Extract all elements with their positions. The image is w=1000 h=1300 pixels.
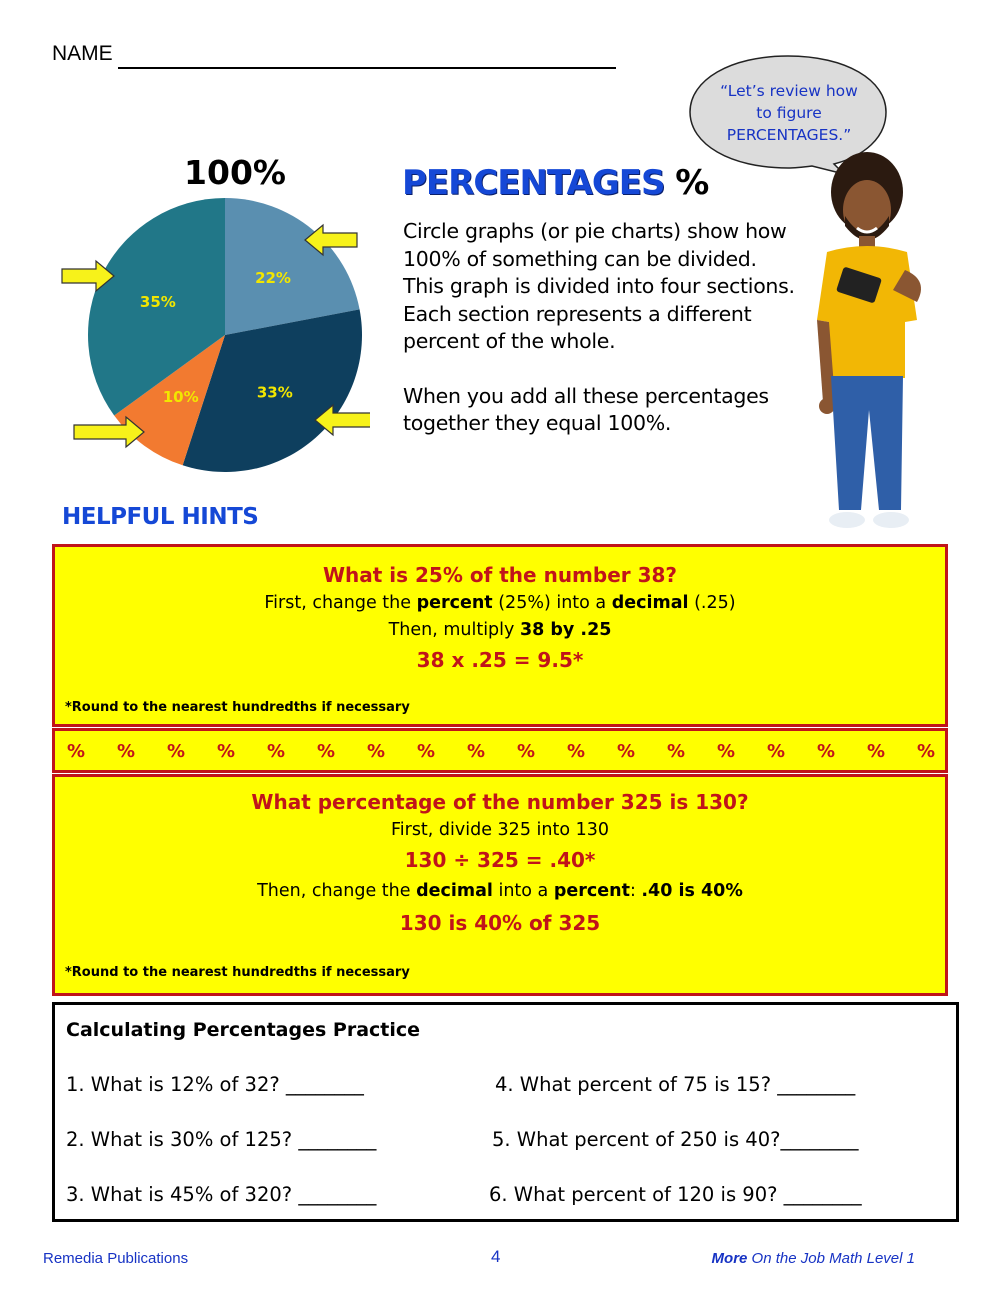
percent-divider-symbol: % <box>217 741 236 762</box>
percent-divider-symbol: % <box>417 741 436 762</box>
name-label: NAME <box>52 42 113 65</box>
percent-divider-row <box>52 728 948 773</box>
percent-divider-symbol: % <box>767 741 786 762</box>
hint-step-2 <box>55 620 945 640</box>
percent-divider-symbol: % <box>467 741 486 762</box>
speech-line-2: to figure <box>756 104 822 122</box>
hint-question-2: What percentage of the number 325 is 130? <box>251 790 749 814</box>
percent-symbol: % <box>675 163 709 203</box>
hint-step-4-bold-b: percent <box>553 881 630 901</box>
hint-box-percent-of-number <box>52 544 948 727</box>
hint-question-1: What is 25% of the number 38? <box>322 563 678 587</box>
pie-slice-label: 10% <box>162 387 199 406</box>
speech-line-3: PERCENTAGES.” <box>726 126 852 144</box>
pie-slice-label: 33% <box>256 383 293 402</box>
practice-question-1[interactable]: 1. What is 12% of 32? ________ <box>66 1073 364 1096</box>
percent-divider-symbol: % <box>267 741 286 762</box>
hint-step-1 <box>55 593 945 613</box>
hint-step-4-text-a: Then, change the <box>257 881 417 901</box>
pie-slice-label: 35% <box>139 292 176 311</box>
page-title <box>402 163 708 203</box>
hint-step-4-text-b: into a <box>492 881 554 901</box>
pie-slice-label: 22% <box>255 268 291 287</box>
hint-answer-2: 130 is 40% of 325 <box>399 911 601 935</box>
page-title-text: PERCENTAGES <box>402 163 665 203</box>
hint-step-4-text-c: : <box>629 881 642 901</box>
percent-divider-symbol: % <box>867 741 886 762</box>
percent-divider-symbol: % <box>667 741 686 762</box>
speech-bubble-text <box>700 80 878 146</box>
practice-box <box>52 1002 959 1222</box>
percent-symbol-row <box>55 731 945 770</box>
percent-divider-symbol: % <box>817 741 836 762</box>
intro-text <box>403 218 803 438</box>
hint-step-2-text: Then, multiply <box>388 620 520 640</box>
hint-step-2-bold: 38 by .25 <box>519 620 612 640</box>
practice-question-6[interactable]: 6. What percent of 120 is 90? ________ <box>489 1183 862 1206</box>
hint-step-4-bold-c: .40 is 40% <box>641 881 743 901</box>
footer-publisher: Remedia Publications <box>43 1250 189 1267</box>
footer-book-title-bold: More <box>711 1250 748 1267</box>
percent-divider-symbol: % <box>567 741 586 762</box>
percent-divider-symbol: % <box>367 741 386 762</box>
hint-step-4 <box>55 881 945 901</box>
hint-step-3: First, divide 325 into 130 <box>390 820 610 840</box>
hint-step-4-bold-a: decimal <box>416 881 493 901</box>
percent-divider-symbol: % <box>317 741 336 762</box>
percent-divider-symbol: % <box>67 741 86 762</box>
practice-question-2[interactable]: 2. What is 30% of 125? ________ <box>66 1128 377 1151</box>
page-number: 4 <box>491 1247 501 1266</box>
hint-step-1-text-c: (.25) <box>688 593 736 613</box>
name-field-line[interactable] <box>118 67 616 69</box>
percent-divider-symbol: % <box>617 741 636 762</box>
intro-paragraph-1: Circle graphs (or pie charts) show how 100% of something can be divided. This graph is divided into four sections. Each section represents a different percent of the whole. <box>403 219 795 353</box>
footer-book-title-rest: On the Job Math Level 1 <box>747 1250 915 1267</box>
percent-divider-symbol: % <box>117 741 136 762</box>
hint-step-1-text-b: (25%) into a <box>492 593 612 613</box>
percent-divider-symbol: % <box>717 741 736 762</box>
footer-book-title <box>712 1250 915 1267</box>
pie-chart <box>60 195 370 480</box>
hint-calc: 130 ÷ 325 = .40* <box>404 848 596 872</box>
rounding-note: *Round to the nearest hundredths if necessary <box>65 700 410 715</box>
pie-chart-title: 100% <box>184 153 286 192</box>
percent-divider-symbol: % <box>517 741 536 762</box>
practice-question-4[interactable]: 4. What percent of 75 is 15? ________ <box>495 1073 856 1096</box>
rounding-note: *Round to the nearest hundredths if necessary <box>65 965 410 980</box>
hint-box-what-percentage <box>52 774 948 996</box>
percent-divider-symbol: % <box>167 741 186 762</box>
intro-paragraph-2: When you add all these percentages together they equal 100%. <box>403 383 769 435</box>
practice-question-3[interactable]: 3. What is 45% of 320? ________ <box>66 1183 377 1206</box>
practice-title: Calculating Percentages Practice <box>66 1019 421 1041</box>
practice-question-5[interactable]: 5. What percent of 250 is 40?________ <box>492 1128 859 1151</box>
speech-line-1: “Let’s review how <box>720 82 858 100</box>
teacher-illustration <box>805 150 940 545</box>
hint-step-1-bold-a: percent <box>416 593 493 613</box>
hint-answer-1: 38 x .25 = 9.5* <box>416 648 584 672</box>
percent-divider-symbol: % <box>917 741 936 762</box>
hint-step-1-text-a: First, change the <box>264 593 417 613</box>
hints-title: HELPFUL HINTS <box>62 504 259 530</box>
hint-step-1-bold-b: decimal <box>611 593 689 613</box>
